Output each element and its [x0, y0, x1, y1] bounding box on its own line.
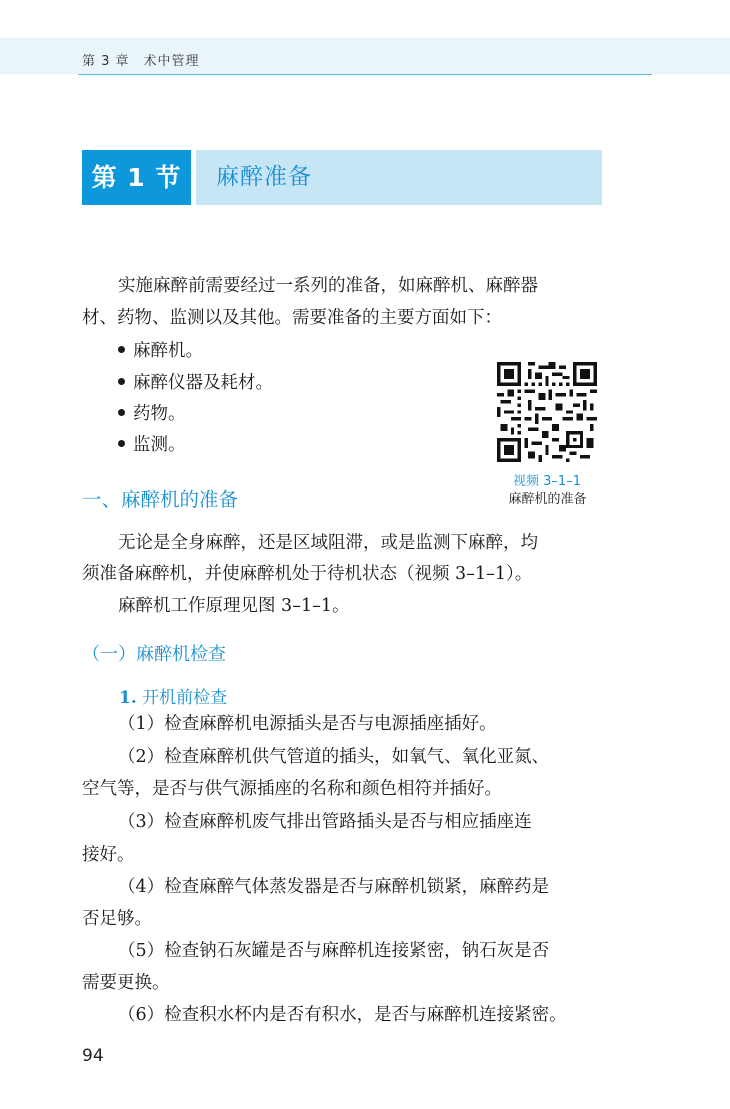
bullet-text: 药物。 [133, 404, 186, 424]
check-line: （5）检查钠石灰罐是否与麻醉机连接紧密，钠石灰是否 [118, 941, 550, 961]
section-number: 第 1 节 [82, 150, 191, 205]
paragraph-line: 须准备麻醉机，并使麻醉机处于待机状态（视频 3–1–1）。 [82, 564, 533, 584]
check-line: 否足够。 [82, 909, 152, 929]
video-number-label: 视频 3–1–1 [513, 474, 581, 489]
running-head-chapter: 第 3 章 术中管理 [82, 54, 200, 69]
bullet-dot [118, 409, 125, 416]
intro-line-1: 实施麻醉前需要经过一系列的准备，如麻醉机、麻醉器 [118, 276, 538, 296]
bullet-dot [118, 346, 125, 353]
bullet-dot [118, 378, 125, 385]
paragraph-line: 麻醉机工作原理见图 3–1–1。 [118, 596, 350, 616]
check-line: （2）检查麻醉机供气管道的插头，如氧气、氧化亚氮、 [118, 747, 550, 767]
page-number: 94 [82, 1046, 104, 1066]
bullet-text: 监测。 [133, 435, 186, 455]
heading-level-3-text: 开机前检查 [142, 688, 228, 708]
heading-level-1: 一、麻醉机的准备 [82, 488, 239, 511]
bullet-text: 麻醉机。 [133, 341, 203, 361]
header-rule [78, 74, 652, 75]
bullet-item [118, 340, 203, 362]
check-line: （3）检查麻醉机废气排出管路插头是否与相应插座连 [118, 812, 532, 832]
check-line: 需要更换。 [82, 973, 170, 993]
qr-code-icon[interactable] [497, 362, 597, 462]
check-line: 接好。 [82, 845, 135, 865]
paragraph-line: 无论是全身麻醉，还是区域阻滞，或是监测下麻醉，均 [118, 533, 538, 553]
bullet-text: 麻醉仪器及耗材。 [133, 373, 273, 393]
check-line: （4）检查麻醉气体蒸发器是否与麻醉机锁紧，麻醉药是 [118, 877, 550, 897]
check-line: （1）检查麻醉机电源插头是否与电源插座插好。 [118, 714, 497, 734]
bullet-dot [118, 440, 125, 447]
section-title: 麻醉准备 [216, 164, 312, 190]
heading-level-3-number: 1. [119, 688, 137, 708]
intro-line-2: 材、药物、监测以及其他。需要准备的主要方面如下： [82, 308, 502, 328]
check-line: 空气等，是否与供气源插座的名称和颜色相符并插好。 [82, 779, 502, 799]
bullet-item [118, 434, 186, 456]
bullet-item [118, 372, 273, 394]
bullet-item [118, 403, 186, 425]
video-title-label: 麻醉机的准备 [508, 492, 587, 507]
heading-level-3 [119, 683, 227, 708]
section-title-box [196, 150, 602, 205]
heading-level-2: （一）麻醉机检查 [82, 644, 226, 665]
section-banner [82, 150, 602, 205]
check-line: （6）检查积水杯内是否有积水，是否与麻醉机连接紧密。 [118, 1005, 567, 1025]
